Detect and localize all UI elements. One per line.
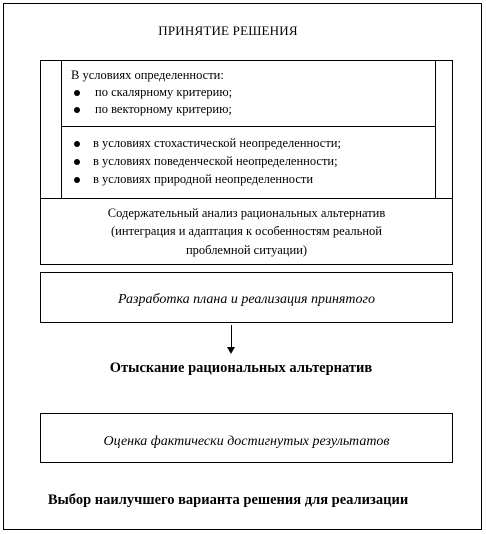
diagram-title: ПРИНЯТИЕ РЕШЕНИЯ — [158, 23, 298, 38]
bullet-icon — [74, 107, 80, 113]
analysis-line-2: (интеграция и адаптация к особенностям реальной — [111, 224, 382, 238]
bullet-icon — [74, 177, 80, 183]
down-arrow-icon — [227, 347, 235, 354]
down-arrow-shaft — [231, 325, 232, 349]
uncertainty-item-stochastic: в условиях стохастической неопределенности; — [93, 136, 341, 150]
certainty-item-scalar: по скалярному критерию; — [95, 85, 233, 99]
bullet-icon — [74, 90, 80, 96]
uncertainty-item-natural: в условиях природной неопределенности — [93, 172, 314, 186]
analysis-divider — [40, 198, 453, 199]
best-choice-label: Выбор наилучшего варианта решения для реализации — [47, 492, 409, 508]
evaluation-box-label: Оценка фактически достигнутых результатов — [103, 434, 390, 449]
uncertainty-item-behavioral: в условиях поведенческой неопределенности; — [93, 154, 338, 168]
bullet-icon — [74, 141, 80, 147]
search-alternatives-label: Отыскание рациональных альтернатив — [109, 360, 373, 376]
certainty-item-vector: по векторному критерию; — [95, 102, 232, 116]
conditions-divider — [61, 126, 436, 127]
analysis-line-3: проблемной ситуации) — [185, 243, 308, 257]
certainty-heading: В условиях определенности: — [71, 68, 224, 82]
bullet-icon — [74, 159, 80, 165]
plan-box-label: Разработка плана и реализация принятого — [118, 292, 375, 307]
analysis-line-1: Содержательный анализ рациональных альтернатив — [107, 206, 386, 220]
